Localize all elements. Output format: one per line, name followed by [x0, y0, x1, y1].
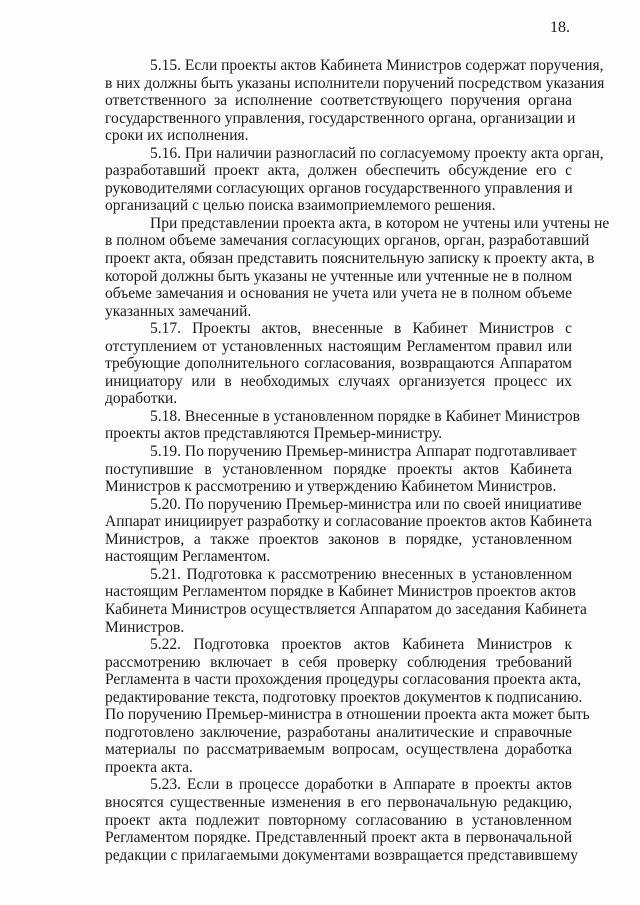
page-number: 18.: [550, 19, 570, 36]
text-line: 5.20. По поручению Премьер-министра или по своей инициативе: [150, 495, 582, 513]
paragraph: [105, 407, 580, 443]
text-line: 5.19. По поручению Премьер-министра Аппарат подготавливает: [150, 443, 577, 461]
text-line: проекта акта.: [105, 758, 193, 776]
text-line: Министров.: [105, 618, 185, 636]
paragraph: [105, 57, 605, 145]
text-line: Министров, а также проектов законов в порядке, установленном: [105, 530, 572, 548]
text-line: 5.22. Подготовка проектов актов Кабинета Министров к: [150, 636, 572, 654]
text-line: объеме замечания и основания не учета или учета не в полном объеме: [105, 285, 572, 303]
text-line: 5.15. Если проекты актов Кабинета Министров содержат поручения,: [150, 57, 604, 74]
text-line: редакции с прилагаемыми документами возвращается представившему: [105, 846, 579, 864]
text-line: Аппарат инициирует разработку и согласование проектов актов Кабинета: [105, 513, 593, 531]
paragraph: [105, 144, 604, 215]
text-line: 5.16. При наличии разногласий по согласуемому проекту акта орган,: [150, 144, 604, 162]
text-line: руководителями согласующих органов государственного управления и: [105, 179, 573, 197]
paragraph: [105, 214, 610, 320]
text-line: ответственного за исполнение соответствующего поручения органа: [105, 92, 572, 110]
text-line: проект акта, обязан представить пояснительную записку к проекту акта, в: [105, 250, 595, 268]
text-line: Регламентом порядке. Представленный проект акта в первоначальной: [105, 829, 572, 847]
text-line: доработки.: [105, 390, 178, 408]
text-line: отступлением от установленных настоящим Регламентом правил или: [105, 337, 572, 355]
document-body: [105, 57, 610, 864]
text-line: При представлении проекта акта, в котором не учтены или учтены не: [150, 214, 610, 232]
text-line: 5.23. Если в процессе доработки в Аппарате в проекты актов: [150, 776, 572, 794]
text-line: редактирование текста, подготовку проектов документов к подписанию.: [105, 688, 583, 706]
text-line: поступившие в установленном порядке проекты актов Кабинета: [105, 460, 572, 478]
text-line: проект акта подлежит повторному согласованию в установленном: [105, 811, 572, 829]
text-line: требующие дополнительного согласования, возвращаются Аппаратом: [105, 355, 572, 373]
paragraph: [105, 443, 577, 496]
text-line: в полном объеме замечания согласующих органов, орган, разработавший: [105, 232, 590, 250]
text-line: 5.18. Внесенные в установленном порядке в Кабинет Министров: [150, 407, 580, 425]
paragraph: [105, 320, 572, 408]
text-line: организаций с целью поиска взаимоприемлемого решения.: [105, 197, 496, 215]
text-line: инициатору или в необходимых случаях организуется процесс их: [105, 372, 572, 390]
text-line: настоящим Регламентом.: [105, 548, 271, 566]
text-line: настоящим Регламентом порядке в Кабинет Министров проектов актов: [105, 583, 576, 601]
text-line: государственного управления, государственного органа, организации и: [105, 109, 576, 127]
text-line: Регламента в части прохождения процедуры согласования проекта акта,: [105, 671, 582, 689]
paragraph: [105, 495, 593, 566]
text-line: 5.17. Проекты актов, внесенные в Кабинет Министров с: [150, 320, 572, 338]
text-line: материалы по рассматриваемым вопросам, осуществлена доработка: [105, 741, 572, 759]
paragraph: [105, 565, 587, 636]
text-line: 5.21. Подготовка к рассмотрению внесенных в установленном: [150, 565, 572, 583]
paragraph: [105, 636, 590, 776]
text-line: сроки их исполнения.: [105, 127, 249, 145]
text-line: проекты актов представляются Премьер-министру.: [105, 425, 443, 443]
text-line: По поручению Премьер-министра в отношении проекта акта может быть: [105, 706, 590, 724]
text-line: которой должны быть указаны не учтенные или учтенные не в полном: [105, 267, 572, 285]
text-line: Министров к рассмотрению и утверждению Кабинетом Министров.: [105, 478, 557, 496]
text-line: разработавший проект акта, должен обеспечить обсуждение его с: [105, 162, 572, 180]
text-line: рассмотрению включает в себя проверку соблюдения требований: [105, 653, 572, 671]
paragraph: [105, 776, 579, 864]
text-line: указанных замечаний.: [105, 302, 252, 320]
text-line: подготовлено заключение, разработаны аналитические и справочные: [105, 723, 572, 741]
text-line: Кабинета Министров осуществляется Аппаратом до заседания Кабинета: [105, 600, 587, 618]
text-line: вносятся существенные изменения в его первоначальную редакцию,: [105, 793, 572, 811]
text-line: в них должны быть указаны исполнители поручений посредством указания: [105, 74, 605, 92]
